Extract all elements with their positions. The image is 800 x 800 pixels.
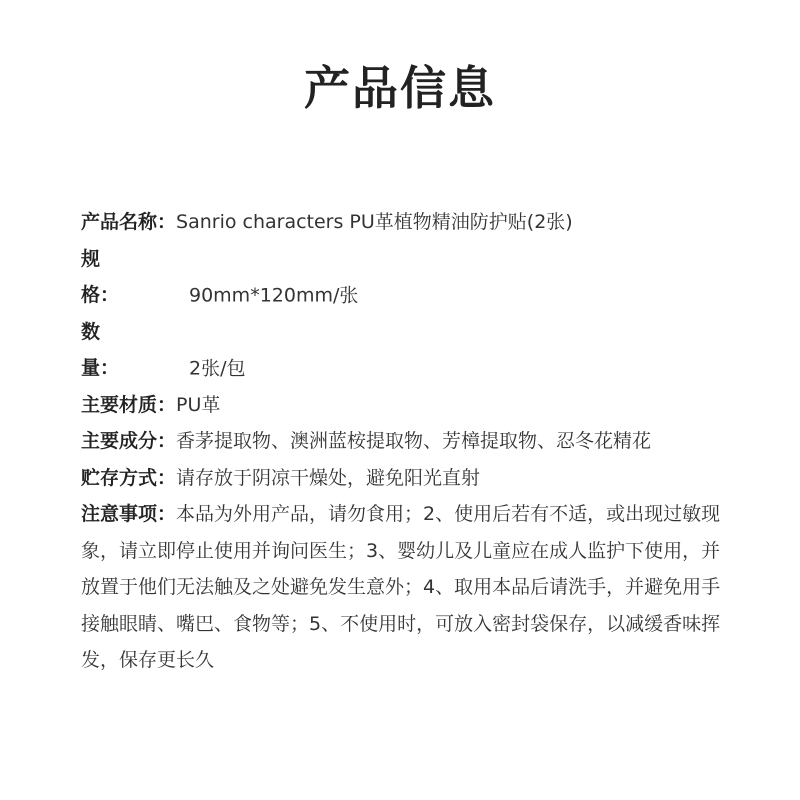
storage-row bbox=[81, 460, 731, 497]
material-row bbox=[81, 387, 731, 424]
ingredients-label: 主要成分： bbox=[81, 430, 177, 452]
storage-label: 贮存方式： bbox=[81, 466, 177, 489]
spec-value: 90mm*120mm/张 bbox=[189, 284, 359, 306]
quantity-value: 2张/包 bbox=[189, 357, 246, 379]
notes-label: 注意事项： bbox=[81, 503, 177, 525]
notes-value: 本品为外用产品，请勿食用；2、使用后若有不适，或出现过敏现象，请立即停止使用并询问医生；3、婴幼儿及儿童应在成人监护下使用，并放置于他们无法触及之处避免发生意外；4、取用本品后请洗手，并避免用手接触眼睛、嘴巴、食物等；5、不使用时，可放入密封袋保存，以减缓香味挥发，保存更长久 bbox=[81, 503, 721, 671]
ingredients-row bbox=[81, 423, 731, 460]
notes-row bbox=[81, 496, 731, 679]
quantity-row bbox=[81, 314, 731, 387]
spec-label-second: 格： bbox=[81, 284, 120, 306]
material-label: 主要材质： bbox=[81, 393, 177, 416]
page-title: 产品信息 bbox=[304, 61, 496, 115]
material-value: PU革 bbox=[176, 393, 221, 416]
product-name-value: Sanrio characters PU革植物精油防护贴(2张) bbox=[176, 211, 573, 233]
product-name-label: 产品名称： bbox=[81, 211, 177, 233]
product-info-list bbox=[81, 204, 731, 679]
product-name-row bbox=[81, 204, 731, 241]
ingredients-value: 香茅提取物、澳洲蓝桉提取物、芳樟提取物、忍冬花精花 bbox=[176, 430, 652, 452]
quantity-label-second: 量： bbox=[81, 357, 120, 379]
quantity-label bbox=[81, 314, 189, 387]
storage-value: 请存放于阴凉干燥处，避免阳光直射 bbox=[176, 466, 481, 489]
spec-label bbox=[81, 241, 189, 314]
spec-row bbox=[81, 241, 731, 314]
quantity-label-first: 数 bbox=[81, 320, 101, 343]
spec-label-first: 规 bbox=[81, 247, 101, 270]
